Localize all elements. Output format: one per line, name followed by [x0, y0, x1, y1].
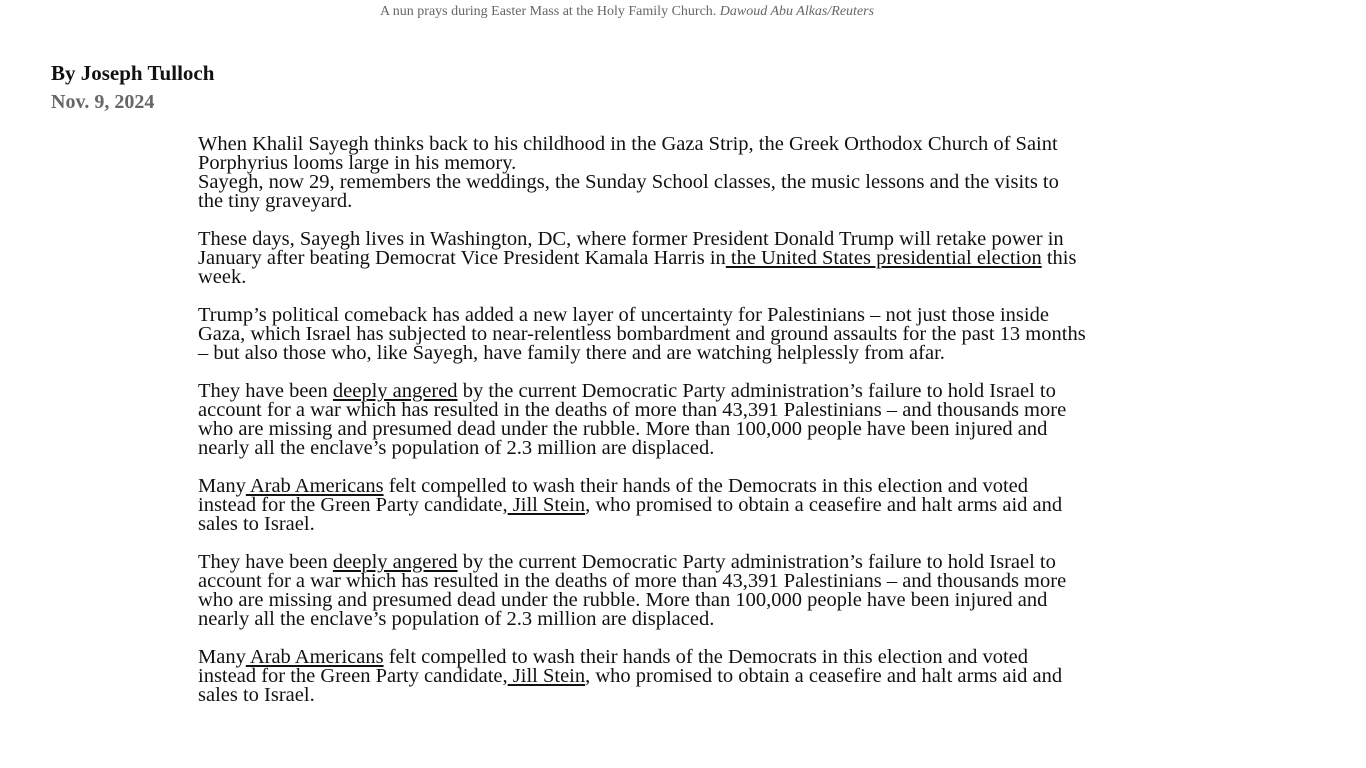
- paragraph-intro: When Khalil Sayegh thinks back to his childhood in the Gaza Strip, the Greek Orthodox Church of Saint Porphyrius looms large in his memory.: [198, 133, 1058, 174]
- caption-text: A nun prays during Easter Mass at the Holy Family Church.: [379, 4, 717, 19]
- paragraph-text: Many: [198, 475, 246, 497]
- paragraph-anger-repeat: [198, 553, 1088, 629]
- arab-americans-link[interactable]: Arab Americans: [245, 475, 384, 497]
- photo-credit: Dawoud Abu Alkas/Reuters: [719, 4, 875, 19]
- jill-stein-link[interactable]: Jill Stein: [507, 494, 586, 516]
- election-link[interactable]: the United States presidential election: [725, 247, 1042, 269]
- paragraph-arab-americans-repeat: [198, 648, 1088, 705]
- paragraph-text: by the current Democratic Party administration’s failure to hold Israel to account for a war which has resulted in the deaths of more than 43,391 Palestinians – and thousands more who are missing and presumed dead under the rubble. More than 100,000 people have been injured and nearly all the enclave’s population of 2.3 million are displaced.: [198, 380, 1067, 459]
- paragraph-text: These days, Sayegh lives in Washington, DC, where former President Donald Trump will retake power in January after beating Democrat Vice President Kamala Harris in: [198, 228, 1064, 269]
- photo-caption: [0, 3, 1254, 21]
- publish-date: Nov. 9, 2024: [51, 91, 155, 113]
- paragraph-text: felt compelled to wash their hands of the Democrats in this election and voted instead for the Green Party candidate,: [198, 475, 1029, 516]
- author-byline: By Joseph Tulloch: [51, 61, 215, 85]
- deeply-angered-link[interactable]: deeply angered: [332, 380, 458, 402]
- paragraph-uncertainty: Trump’s political comeback has added a new layer of uncertainty for Palestinians – not just those inside Gaza, which Israel has subjected to near-relentless bombardment and ground assaults for the past 13 months – but also those who, like Sayegh, have family there and are watching helplessly from afar.: [198, 304, 1086, 364]
- article-body: [198, 135, 1088, 724]
- arab-americans-link[interactable]: Arab Americans: [245, 646, 384, 668]
- paragraph-text: by the current Democratic Party administration’s failure to hold Israel to account for a war which has resulted in the deaths of more than 43,391 Palestinians – and thousands more who are missing and presumed dead under the rubble. More than 100,000 people have been injured and nearly all the enclave’s population of 2.3 million are displaced.: [198, 551, 1067, 630]
- paragraph-arab-americans: [198, 477, 1088, 534]
- jill-stein-link[interactable]: Jill Stein: [507, 665, 586, 687]
- paragraph-text: They have been: [198, 551, 333, 573]
- paragraph-text: They have been: [198, 380, 333, 402]
- paragraph-text: , who promised to obtain a ceasefire and halt arms aid and sales to Israel.: [198, 665, 1063, 706]
- paragraph-memories: Sayegh, now 29, remembers the weddings, the Sunday School classes, the music lessons and the visits to the tiny graveyard.: [198, 171, 1059, 212]
- paragraph-anger: [198, 382, 1088, 458]
- paragraph-text: , who promised to obtain a ceasefire and halt arms aid and sales to Israel.: [198, 494, 1063, 535]
- paragraph-text: felt compelled to wash their hands of the Democrats in this election and voted instead for the Green Party candidate,: [198, 646, 1029, 687]
- paragraph-text: this week.: [198, 247, 1077, 288]
- paragraph-washington: [198, 230, 1088, 287]
- deeply-angered-link[interactable]: deeply angered: [332, 551, 458, 573]
- paragraph-text: Many: [198, 646, 246, 668]
